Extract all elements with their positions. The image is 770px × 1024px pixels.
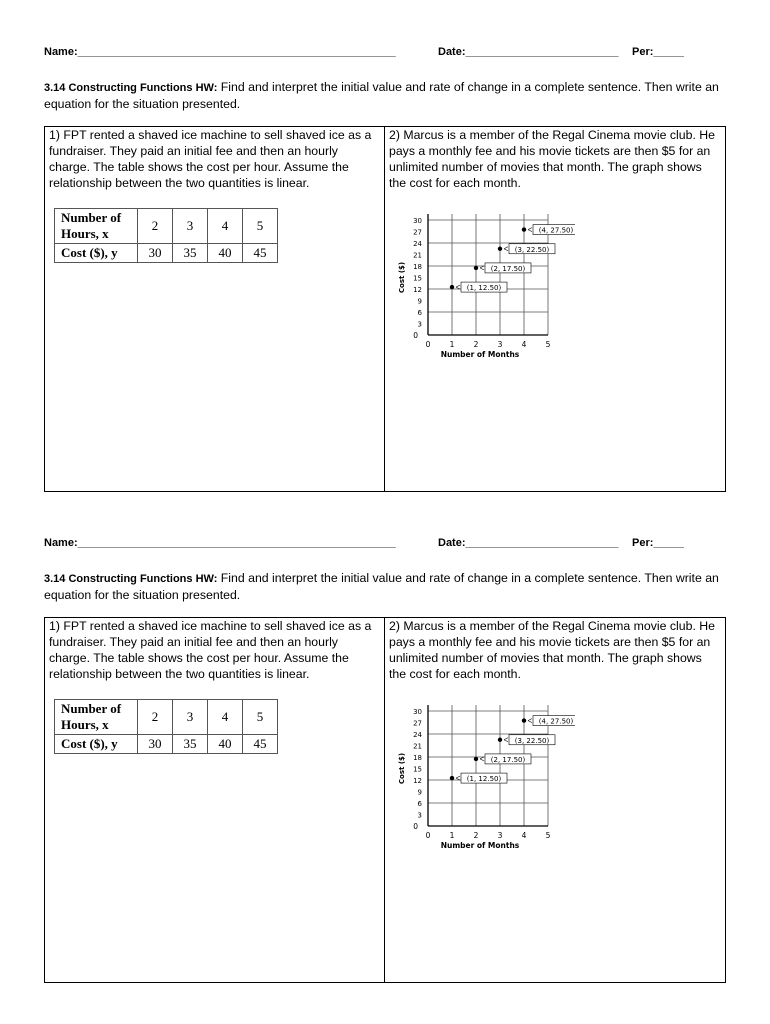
date-field[interactable]: Date:_________________________ [438,46,619,58]
instructions [44,570,726,603]
label-pointer [456,776,460,780]
date-field[interactable]: Date:_________________________ [438,537,619,549]
x-tick-label: 3 [497,340,503,349]
data-point [522,227,526,231]
x-tick-label: 4 [521,340,527,349]
table-cell: 30 [138,244,173,263]
data-point [522,718,526,722]
x-tick-label: 1 [449,340,455,349]
period-field[interactable]: Per:_____ [632,537,684,549]
instructions [44,79,726,112]
problems-box [44,617,726,983]
table-cell: 35 [173,244,208,263]
y-tick-label: 24 [413,731,422,739]
table-cell: 40 [208,244,243,263]
data-point [450,776,454,780]
worksheet-copy-1 [44,46,726,359]
label-pointer [480,757,484,761]
table-cell: 45 [243,735,278,754]
y-axis-title: Cost ($) [398,752,406,785]
data-point [474,757,478,761]
row-label-hours: Number of Hours, x [55,700,138,735]
label-pointer [528,228,532,232]
x-tick-label: 4 [521,831,527,840]
data-point [498,738,502,742]
label-pointer [528,719,532,723]
table-cell: 2 [138,209,173,244]
y-tick-label: 30 [413,708,422,716]
table-row-hours [55,209,278,244]
y-tick-label: 15 [413,274,422,283]
x-tick-label: 5 [545,831,551,840]
row-label-cost: Cost ($), y [55,735,138,754]
name-field[interactable]: Name:____________________________________________________ [44,46,396,58]
header-line [44,537,726,552]
label-pointer [504,738,508,742]
table-cell: 4 [208,209,243,244]
table-cell: 40 [208,735,243,754]
table-cell: 3 [173,209,208,244]
x-axis-title: Number of Months [440,350,520,359]
point-label: (4, 27.50) [538,717,574,726]
y-tick-label: 0 [413,331,418,340]
problem-2-text: 2) Marcus is a member of the Regal Cinema movie club. He pays a monthly fee and his movie tickets are then $5 for an unlimited number of movies that month. The graph shows the cost for each month. [389,128,715,190]
y-tick-label: 27 [413,719,422,728]
table-row-cost [55,244,278,263]
label-pointer [480,266,484,270]
x-tick-label: 3 [497,831,503,840]
x-tick-label: 5 [545,340,551,349]
y-tick-label: 30 [413,217,422,225]
problem-1 [45,127,385,491]
y-tick-label: 0 [413,822,418,831]
problem-1-text: 1) FPT rented a shaved ice machine to sell shaved ice as a fundraiser. They paid an initial fee and then an hourly charge. The table shows the cost per hour. Assume the relationship between the two quantities is linear. [49,128,372,190]
x-tick-label: 0 [425,831,431,840]
problem-2 [385,618,725,982]
instructions-text: Find and interpret the initial value and rate of change in a complete sentence. Then write an equation for the situation presented. [44,571,719,602]
y-tick-label: 15 [413,765,422,774]
y-tick-label: 3 [417,320,422,329]
name-field[interactable]: Name:____________________________________________________ [44,537,396,549]
table-row-cost [55,735,278,754]
row-label-cost: Cost ($), y [55,244,138,263]
y-tick-label: 9 [417,788,422,797]
table-cell: 3 [173,700,208,735]
y-axis-title: Cost ($) [398,261,406,294]
y-tick-label: 9 [417,297,422,306]
y-tick-label: 3 [417,811,422,820]
hours-cost-table [54,208,278,263]
hours-cost-table [54,699,278,754]
row-label-hours: Number of Hours, x [55,209,138,244]
point-label: (3, 22.50) [514,245,550,254]
point-label: (1, 12.50) [466,775,502,784]
problems-box [44,126,726,492]
worksheet-copy-2 [44,537,726,850]
y-tick-label: 12 [413,777,422,785]
x-tick-label: 0 [425,340,431,349]
problem-1 [45,618,385,982]
assignment-title: 3.14 Constructing Functions HW: [44,573,218,585]
cost-graph [395,213,575,373]
problem-2-text: 2) Marcus is a member of the Regal Cinema movie club. He pays a monthly fee and his movie tickets are then $5 for an unlimited number of movies that month. The graph shows the cost for each month. [389,619,715,681]
y-tick-label: 24 [413,240,422,248]
problem-1-text: 1) FPT rented a shaved ice machine to sell shaved ice as a fundraiser. They paid an initial fee and then an hourly charge. The table shows the cost per hour. Assume the relationship between the two quantities is linear. [49,619,372,681]
y-tick-label: 6 [417,309,422,317]
data-point [450,285,454,289]
y-tick-label: 18 [413,754,422,762]
label-pointer [504,247,508,251]
data-point [498,247,502,251]
y-tick-label: 21 [413,742,422,751]
point-label: (3, 22.50) [514,736,550,745]
data-point [474,266,478,270]
y-tick-label: 21 [413,251,422,260]
period-field[interactable]: Per:_____ [632,46,684,58]
y-tick-label: 27 [413,228,422,237]
instructions-text: Find and interpret the initial value and rate of change in a complete sentence. Then write an equation for the situation presented. [44,80,719,111]
x-axis-title: Number of Months [440,841,520,850]
x-tick-label: 1 [449,831,455,840]
point-label: (2, 17.50) [490,755,526,764]
table-cell: 2 [138,700,173,735]
table-row-hours [55,700,278,735]
y-tick-label: 6 [417,800,422,808]
cost-graph [395,704,575,864]
point-label: (4, 27.50) [538,226,574,235]
table-cell: 30 [138,735,173,754]
x-tick-label: 2 [473,340,479,349]
y-tick-label: 12 [413,286,422,294]
table-cell: 4 [208,700,243,735]
y-tick-label: 18 [413,263,422,271]
problem-2 [385,127,725,491]
table-cell: 45 [243,244,278,263]
table-cell: 5 [243,209,278,244]
table-cell: 35 [173,735,208,754]
assignment-title: 3.14 Constructing Functions HW: [44,82,218,94]
x-tick-label: 2 [473,831,479,840]
point-label: (2, 17.50) [490,264,526,273]
point-label: (1, 12.50) [466,284,502,293]
label-pointer [456,285,460,289]
header-line [44,46,726,61]
table-cell: 5 [243,700,278,735]
